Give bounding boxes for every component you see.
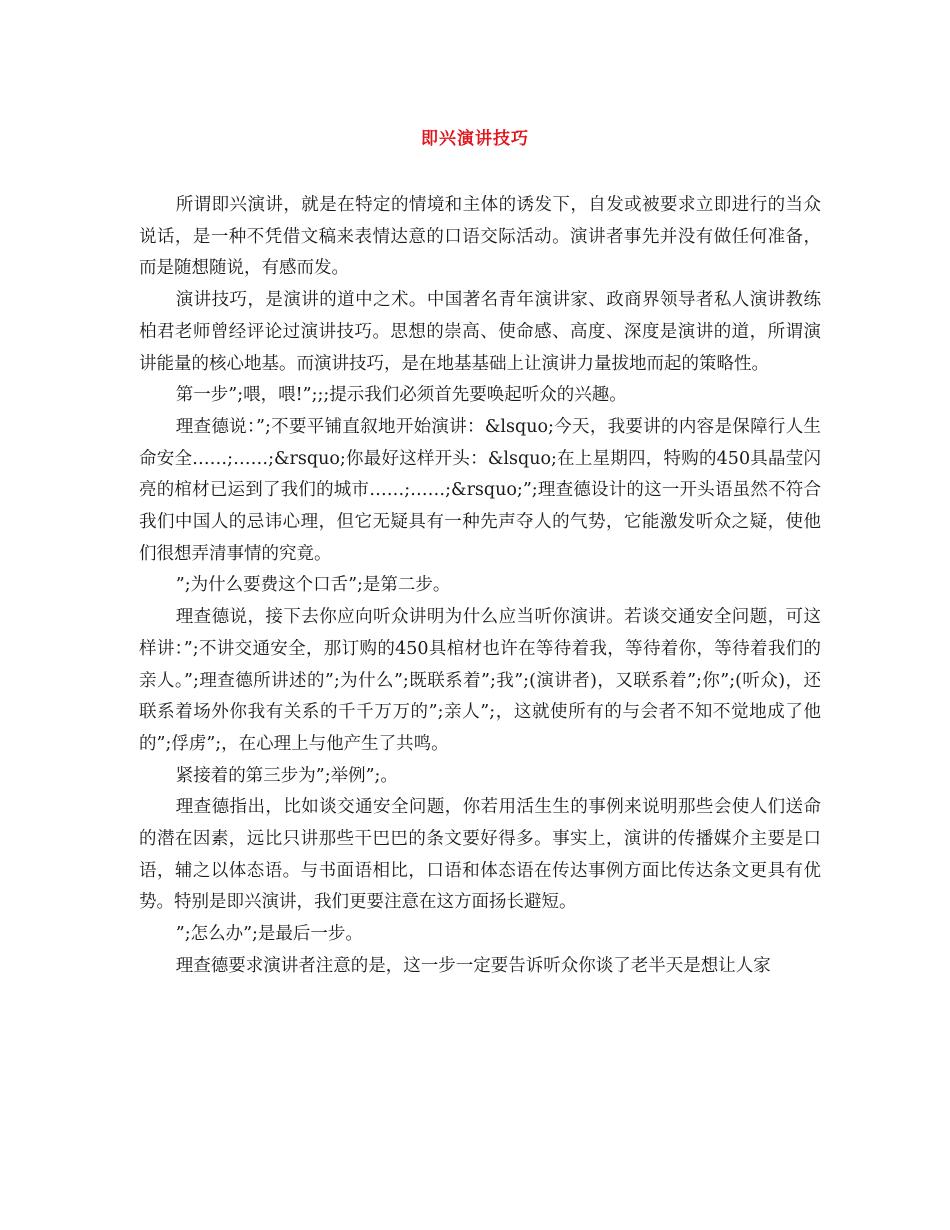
paragraph: 理查德要求演讲者注意的是，这一步一定要告诉听众你谈了老半天是想让人家 [175, 955, 771, 976]
paragraph: 所谓即兴演讲，就是在特定的情境和主体的诱发下，自发或被要求立即进行的当众说话，是一种不凭借文稿来表情达意的口语交际活动。演讲者事先并没有做任何准备，而是随想随说，有感而发。 [139, 195, 821, 279]
document-body [139, 190, 821, 983]
paragraph: 理查德说，接下去你应向听众讲明为什么应当听你演讲。若谈交通安全问题，可这样讲：”;不讲交通安全，那订购的450具棺材也许在等待着我，等待着你，等待着我们的亲人。”;理查德所讲述的”;为什么”;既联系着”;我”;(演讲者)，又联系着”;你”;(听众)，还联系着场外你我有关系的千千万万的”;亲人”;，这就使所有的与会者不知不觉地成了他的”;俘虏”;，在心理上与他产生了共鸣。 [139, 607, 821, 754]
document-title: 即兴演讲技巧 [421, 129, 529, 149]
paragraph: 第一步”;喂，喂!”;;;提示我们必须首先要唤起听众的兴趣。 [175, 385, 627, 406]
paragraph: ”;怎么办”;是最后一步。 [175, 924, 363, 945]
paragraph: ”;为什么要费这个口舌”;是第二步。 [175, 575, 451, 596]
paragraph: 理查德指出，比如谈交通安全问题，你若用活生生的事例来说明那些会使人们送命的潜在因素，远比只讲那些干巴巴的条文要好得多。事实上，演讲的传播媒介主要是口语，辅之以体态语。与书面语相比，口语和体态语在传达事例方面比传达条文更具有优势。特别是即兴演讲，我们更要注意在这方面扬长避短。 [139, 797, 821, 913]
paragraph: 理查德说：”;不要平铺直叙地开始演讲：&lsquo;今天，我要讲的内容是保障行人生命安全……;……;&rsquo;你最好这样开头：&lsquo;在上星期四，特购的450具晶莹闪亮的棺材已运到了我们的城市……;……;&rsquo;”;理查德设计的这一开头语虽然不符合我们中国人的忌讳心理，但它无疑具有一种先声夺人的气势，它能激发听众之疑，使他们很想弄清事情的究竟。 [139, 416, 821, 564]
paragraph: 演讲技巧，是演讲的道中之术。中国著名青年演讲家、政商界领导者私人演讲教练柏君老师曾经评论过演讲技巧。思想的崇高、使命感、高度、深度是演讲的道，所谓演讲能量的核心地基。而演讲技巧，是在地基基础上让演讲力量拔地而起的策略性。 [139, 290, 821, 374]
paragraph: 紧接着的第三步为”;举例”;。 [175, 765, 398, 786]
